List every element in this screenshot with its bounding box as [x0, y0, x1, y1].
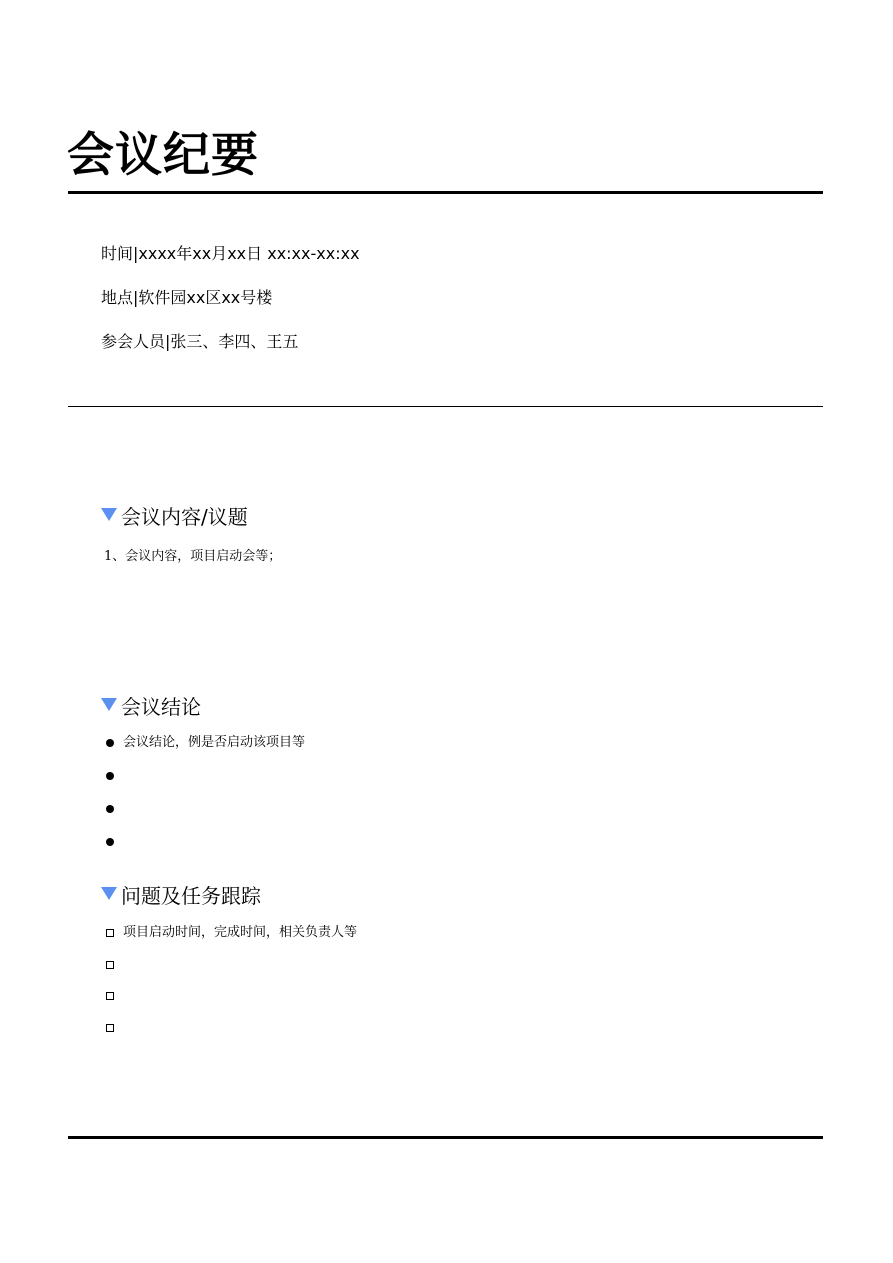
checklist-item[interactable] — [104, 924, 357, 942]
checklist-item[interactable] — [104, 1019, 123, 1037]
meta-divider — [68, 406, 823, 407]
bullet-item — [104, 800, 123, 818]
section-content-text: 1、会议内容，项目启动会等； — [104, 549, 282, 564]
section-heading-tracking — [101, 883, 261, 909]
bullet-item — [104, 767, 123, 785]
triangle-down-icon — [101, 887, 117, 900]
footer-divider — [68, 1136, 823, 1139]
checkbox-icon[interactable] — [106, 992, 114, 1000]
checklist-item-text: 项目启动时间，完成时间，相关负责人等 — [123, 925, 358, 940]
triangle-down-icon — [101, 508, 117, 521]
checklist-item[interactable] — [104, 987, 123, 1005]
section-heading-label: 会议结论 — [121, 695, 201, 719]
page-title: 会议纪要 — [67, 128, 259, 183]
title-divider — [68, 191, 823, 194]
meeting-attendees: 参会人员|张三、李四、王五 — [101, 332, 299, 351]
bullet-dot-icon — [106, 805, 114, 813]
checkbox-icon[interactable] — [106, 1024, 114, 1032]
checkbox-icon[interactable] — [106, 961, 114, 969]
meeting-place: 地点|软件园xx区xx号楼 — [101, 288, 273, 307]
section-heading-content — [101, 504, 248, 530]
section-heading-label: 会议内容/议题 — [121, 505, 248, 529]
triangle-down-icon — [101, 698, 117, 711]
checklist-item[interactable] — [104, 956, 123, 974]
checkbox-icon[interactable] — [106, 929, 114, 937]
bullet-dot-icon — [106, 772, 114, 780]
bullet-item — [104, 833, 123, 851]
section-heading-conclusion — [101, 694, 201, 720]
section-heading-label: 问题及任务跟踪 — [121, 884, 261, 908]
bullet-dot-icon — [106, 739, 114, 747]
bullet-item-text: 会议结论，例是否启动该项目等 — [123, 735, 306, 750]
meeting-time: 时间|xxxx年xx月xx日 xx:xx-xx:xx — [101, 244, 360, 263]
bullet-item — [104, 734, 305, 752]
bullet-dot-icon — [106, 838, 114, 846]
